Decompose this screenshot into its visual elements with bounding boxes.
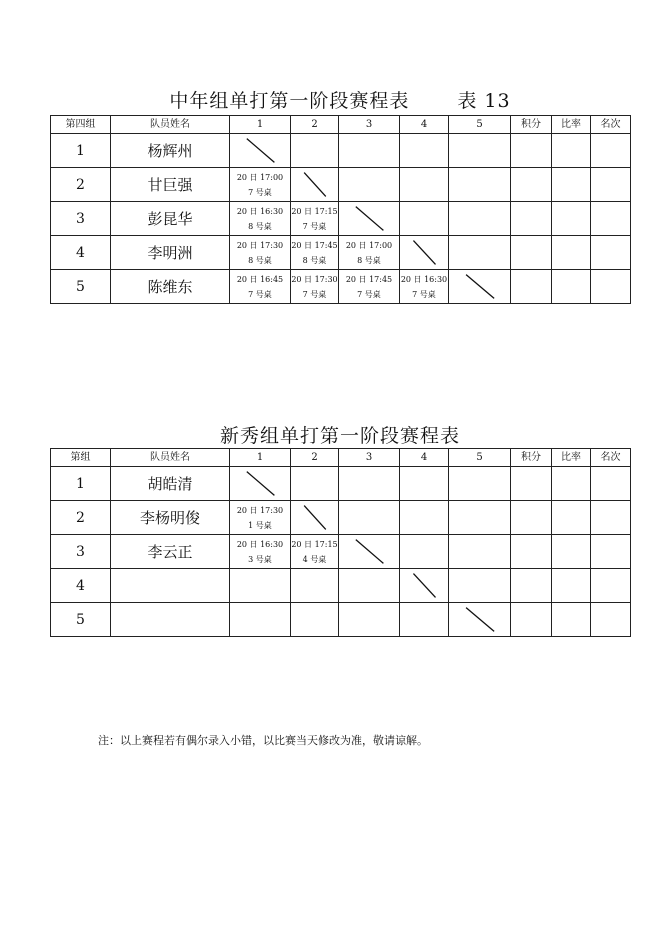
self-match-diagonal xyxy=(339,202,400,236)
table-row xyxy=(51,467,631,501)
self-match-diagonal xyxy=(400,236,449,270)
match-table: 7 号桌 xyxy=(302,221,327,231)
header-cell: 3 xyxy=(339,116,400,134)
match-cell xyxy=(230,535,291,569)
match-time: 20 日 17:00 xyxy=(236,172,284,182)
empty-cell xyxy=(449,569,511,603)
table-row xyxy=(51,202,631,236)
empty-cell xyxy=(400,134,449,168)
player-number: 1 xyxy=(51,134,111,168)
match-table: 7 号桌 xyxy=(248,289,272,299)
player-number: 1 xyxy=(51,467,111,501)
header-row xyxy=(51,449,631,467)
match-cell xyxy=(339,236,400,270)
match-table: 4 号桌 xyxy=(302,554,327,564)
header-cell: 名次 xyxy=(591,116,631,134)
empty-cell xyxy=(400,501,449,535)
match-time: 20 日 16:30 xyxy=(400,274,448,284)
self-match-diagonal xyxy=(400,569,449,603)
header-cell: 4 xyxy=(400,449,449,467)
match-time: 20 日 17:00 xyxy=(345,240,393,250)
ratio-cell xyxy=(552,168,591,202)
match-cell xyxy=(291,202,339,236)
rank-cell xyxy=(591,603,631,637)
ratio-cell xyxy=(552,467,591,501)
ratio-cell xyxy=(552,236,591,270)
match-table: 7 号桌 xyxy=(248,187,272,197)
header-cell: 2 xyxy=(291,449,339,467)
player-number: 4 xyxy=(51,569,111,603)
footnote: 注：以上赛程若有偶尔录入小错，以比赛当天修改为准，敬请谅解。 xyxy=(98,734,428,747)
table2-title: 新秀组单打第一阶段赛程表 xyxy=(219,425,460,447)
table-row xyxy=(51,535,631,569)
player-number: 2 xyxy=(51,501,111,535)
rank-cell xyxy=(591,569,631,603)
match-time: 20 日 17:30 xyxy=(236,505,284,515)
header-cell: 队员姓名 xyxy=(111,449,230,467)
empty-cell xyxy=(449,202,511,236)
score-cell xyxy=(511,501,552,535)
empty-cell xyxy=(400,603,449,637)
player-name: 陈维东 xyxy=(111,270,230,304)
self-match-diagonal xyxy=(449,603,511,637)
score-cell xyxy=(511,134,552,168)
player-name xyxy=(111,569,230,603)
empty-cell xyxy=(449,535,511,569)
match-table: 8 号桌 xyxy=(248,255,272,265)
score-cell xyxy=(511,168,552,202)
empty-cell xyxy=(449,134,511,168)
header-cell: 5 xyxy=(449,449,511,467)
table-row xyxy=(51,236,631,270)
header-cell: 比率 xyxy=(552,116,591,134)
score-cell xyxy=(511,467,552,501)
diagonal-slash-icon xyxy=(449,270,510,303)
table1-title: 中年组单打第一阶段赛程表 xyxy=(169,90,410,112)
score-cell xyxy=(511,202,552,236)
empty-cell xyxy=(449,168,511,202)
header-cell: 比率 xyxy=(552,449,591,467)
player-number: 3 xyxy=(51,535,111,569)
header-cell: 积分 xyxy=(511,116,552,134)
self-match-diagonal xyxy=(449,270,511,304)
header-cell: 第组 xyxy=(51,449,111,467)
empty-cell xyxy=(230,603,291,637)
match-cell xyxy=(230,236,291,270)
self-match-diagonal xyxy=(291,501,339,535)
table1-number: 表 13 xyxy=(457,90,511,112)
player-name: 李云正 xyxy=(111,535,230,569)
match-cell xyxy=(230,270,291,304)
header-cell: 5 xyxy=(449,116,511,134)
match-time: 20 日 17:15 xyxy=(291,539,338,549)
match-cell xyxy=(230,501,291,535)
table1-title-line xyxy=(50,86,630,113)
diagonal-slash-icon xyxy=(230,134,290,167)
match-time: 20 日 16:30 xyxy=(236,206,284,216)
match-table: 3 号桌 xyxy=(248,554,272,564)
player-name xyxy=(111,603,230,637)
match-cell xyxy=(339,270,400,304)
match-time: 20 日 17:30 xyxy=(291,274,338,284)
empty-cell xyxy=(291,134,339,168)
table-row xyxy=(51,569,631,603)
empty-cell xyxy=(339,603,400,637)
empty-cell xyxy=(291,603,339,637)
match-time: 20 日 17:30 xyxy=(236,240,284,250)
player-number: 5 xyxy=(51,270,111,304)
self-match-diagonal xyxy=(291,168,339,202)
ratio-cell xyxy=(552,603,591,637)
ratio-cell xyxy=(552,270,591,304)
diagonal-slash-icon xyxy=(339,202,399,235)
rank-cell xyxy=(591,535,631,569)
match-time: 20 日 16:45 xyxy=(236,274,284,284)
schedule-table-2 xyxy=(50,448,631,637)
match-cell xyxy=(400,270,449,304)
empty-cell xyxy=(291,569,339,603)
player-number: 5 xyxy=(51,603,111,637)
match-cell xyxy=(291,270,339,304)
rank-cell xyxy=(591,270,631,304)
match-time: 20 日 17:15 xyxy=(291,206,338,216)
diagonal-slash-icon xyxy=(339,535,399,568)
rank-cell xyxy=(591,467,631,501)
score-cell xyxy=(511,535,552,569)
table-row xyxy=(51,270,631,304)
score-cell xyxy=(511,603,552,637)
rank-cell xyxy=(591,236,631,270)
self-match-diagonal xyxy=(230,134,291,168)
match-time: 20 日 17:45 xyxy=(291,240,338,250)
diagonal-slash-icon xyxy=(291,501,338,534)
ratio-cell xyxy=(552,569,591,603)
player-number: 3 xyxy=(51,202,111,236)
match-table: 8 号桌 xyxy=(248,221,272,231)
player-name: 李明洲 xyxy=(111,236,230,270)
empty-cell xyxy=(449,501,511,535)
empty-cell xyxy=(400,467,449,501)
rank-cell xyxy=(591,134,631,168)
header-cell: 2 xyxy=(291,116,339,134)
score-cell xyxy=(511,270,552,304)
header-cell: 积分 xyxy=(511,449,552,467)
score-cell xyxy=(511,569,552,603)
score-cell xyxy=(511,236,552,270)
empty-cell xyxy=(449,467,511,501)
rank-cell xyxy=(591,168,631,202)
player-number: 2 xyxy=(51,168,111,202)
player-name: 胡皓清 xyxy=(111,467,230,501)
header-cell: 名次 xyxy=(591,449,631,467)
player-number: 4 xyxy=(51,236,111,270)
player-name: 彭昆华 xyxy=(111,202,230,236)
diagonal-slash-icon xyxy=(400,569,448,602)
empty-cell xyxy=(230,569,291,603)
player-name: 李杨明俊 xyxy=(111,501,230,535)
rank-cell xyxy=(591,202,631,236)
match-table: 7 号桌 xyxy=(302,289,327,299)
match-cell xyxy=(230,168,291,202)
rank-cell xyxy=(591,501,631,535)
player-name: 杨辉州 xyxy=(111,134,230,168)
ratio-cell xyxy=(552,501,591,535)
header-cell: 1 xyxy=(230,449,291,467)
empty-cell xyxy=(339,168,400,202)
match-time: 20 日 16:30 xyxy=(236,539,284,549)
empty-cell xyxy=(400,168,449,202)
header-cell: 第四组 xyxy=(51,116,111,134)
schedule-table-1 xyxy=(50,115,631,304)
match-table: 8 号桌 xyxy=(357,255,381,265)
match-table: 7 号桌 xyxy=(412,289,436,299)
match-time: 20 日 17:45 xyxy=(345,274,393,284)
diagonal-slash-icon xyxy=(449,603,510,636)
match-cell xyxy=(291,236,339,270)
empty-cell xyxy=(449,236,511,270)
player-name: 甘巨强 xyxy=(111,168,230,202)
ratio-cell xyxy=(552,202,591,236)
empty-cell xyxy=(339,134,400,168)
table-row xyxy=(51,168,631,202)
match-table: 1 号桌 xyxy=(248,520,272,530)
match-table: 8 号桌 xyxy=(302,255,327,265)
header-cell: 3 xyxy=(339,449,400,467)
diagonal-slash-icon xyxy=(291,168,338,201)
self-match-diagonal xyxy=(230,467,291,501)
empty-cell xyxy=(291,467,339,501)
empty-cell xyxy=(339,467,400,501)
diagonal-slash-icon xyxy=(230,467,290,500)
diagonal-slash-icon xyxy=(400,236,448,269)
self-match-diagonal xyxy=(339,535,400,569)
table-row xyxy=(51,603,631,637)
table-row xyxy=(51,134,631,168)
ratio-cell xyxy=(552,535,591,569)
match-cell xyxy=(230,202,291,236)
match-table: 7 号桌 xyxy=(357,289,381,299)
empty-cell xyxy=(339,501,400,535)
header-row xyxy=(51,116,631,134)
ratio-cell xyxy=(552,134,591,168)
table-row xyxy=(51,501,631,535)
header-cell: 队员姓名 xyxy=(111,116,230,134)
header-cell: 1 xyxy=(230,116,291,134)
empty-cell xyxy=(400,202,449,236)
match-cell xyxy=(291,535,339,569)
empty-cell xyxy=(339,569,400,603)
empty-cell xyxy=(400,535,449,569)
header-cell: 4 xyxy=(400,116,449,134)
